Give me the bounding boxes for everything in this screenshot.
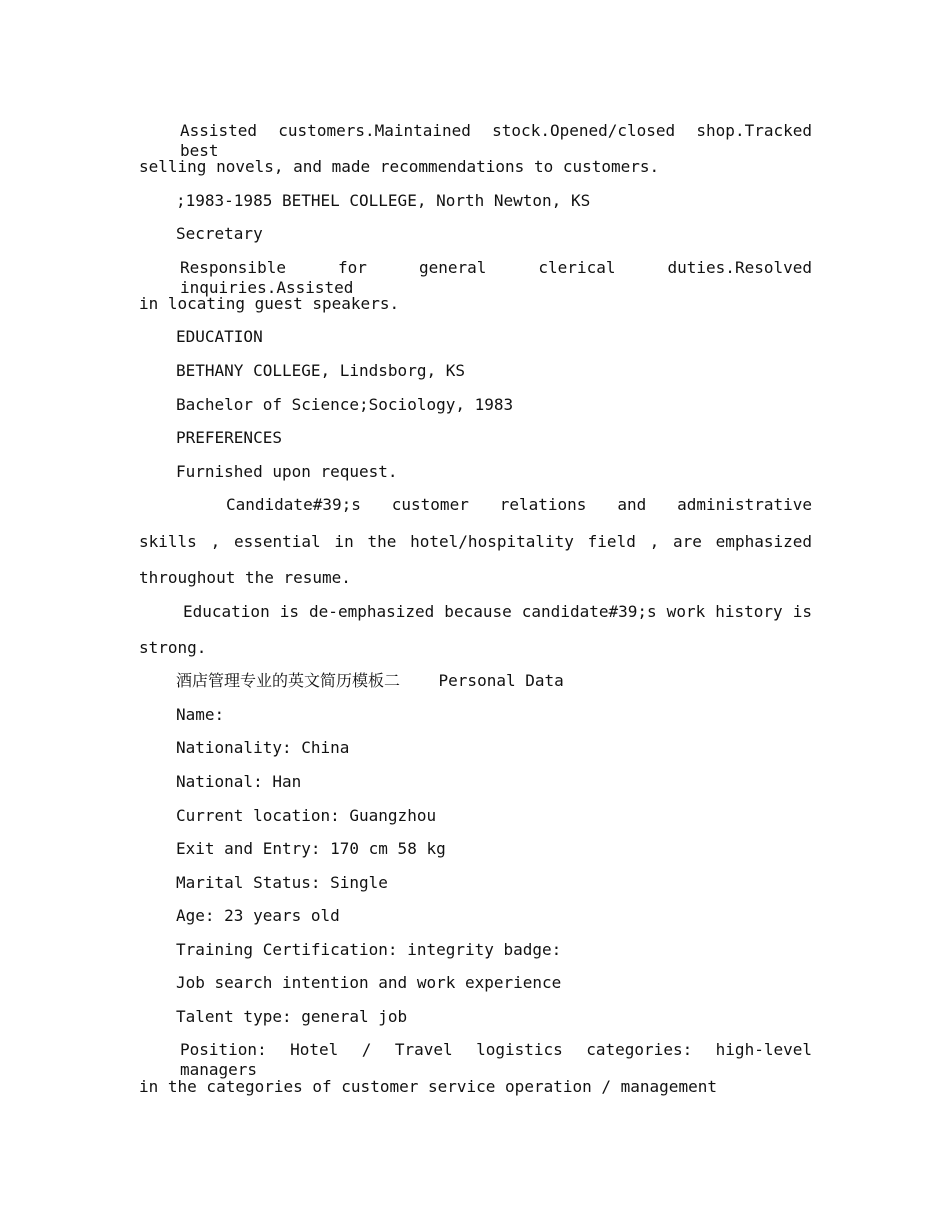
school-name: BETHANY COLLEGE, Lindsborg, KS — [176, 361, 465, 380]
paragraph-line: in locating guest speakers. — [139, 294, 400, 313]
section-heading-preferences: PREFERENCES — [176, 428, 282, 447]
personal-field-location: Current location: Guangzhou — [176, 806, 437, 825]
paragraph-line: Assisted customers.Maintained stock.Opened/closed shop.Tracked best — [180, 121, 812, 160]
paragraph-line: Position: Hotel / Travel logistics categories: high-level managers — [180, 1040, 812, 1079]
section-heading-education: EDUCATION — [176, 327, 263, 346]
paragraph-line: in the categories of customer service operation / management — [139, 1077, 717, 1096]
paragraph-line: throughout the resume. — [139, 568, 351, 587]
paragraph-line: Education is de-emphasized because candidate#39;s work history is — [183, 602, 812, 621]
paragraph-line: Responsible for general clerical duties.Resolved inquiries.Assisted — [180, 258, 812, 297]
talent-type: Talent type: general job — [176, 1007, 408, 1026]
job-entry-heading: ;1983-1985 BETHEL COLLEGE, North Newton, KS — [176, 191, 591, 210]
job-title: Secretary — [176, 224, 263, 243]
paragraph-line: strong. — [139, 638, 207, 657]
paragraph-line: skills , essential in the hotel/hospitality field , are emphasized — [139, 532, 812, 551]
personal-field-certification: Training Certification: integrity badge: — [176, 940, 562, 959]
paragraph-line: Candidate#39;s customer relations and administrative — [226, 495, 812, 514]
personal-field-name: Name: — [176, 705, 225, 724]
degree-line: Bachelor of Science;Sociology, 1983 — [176, 395, 514, 414]
section-heading-job-search: Job search intention and work experience — [176, 973, 562, 992]
personal-field-age: Age: 23 years old — [176, 906, 340, 925]
personal-field-marital-status: Marital Status: Single — [176, 873, 388, 892]
resume-template-heading: 酒店管理专业的英文简历模板二 Personal Data — [176, 671, 564, 690]
personal-field-national: National: Han — [176, 772, 302, 791]
preferences-text: Furnished upon request. — [176, 462, 398, 481]
personal-field-exit-entry: Exit and Entry: 170 cm 58 kg — [176, 839, 446, 858]
paragraph-line: selling novels, and made recommendations to customers. — [139, 157, 660, 176]
personal-field-nationality: Nationality: China — [176, 738, 350, 757]
